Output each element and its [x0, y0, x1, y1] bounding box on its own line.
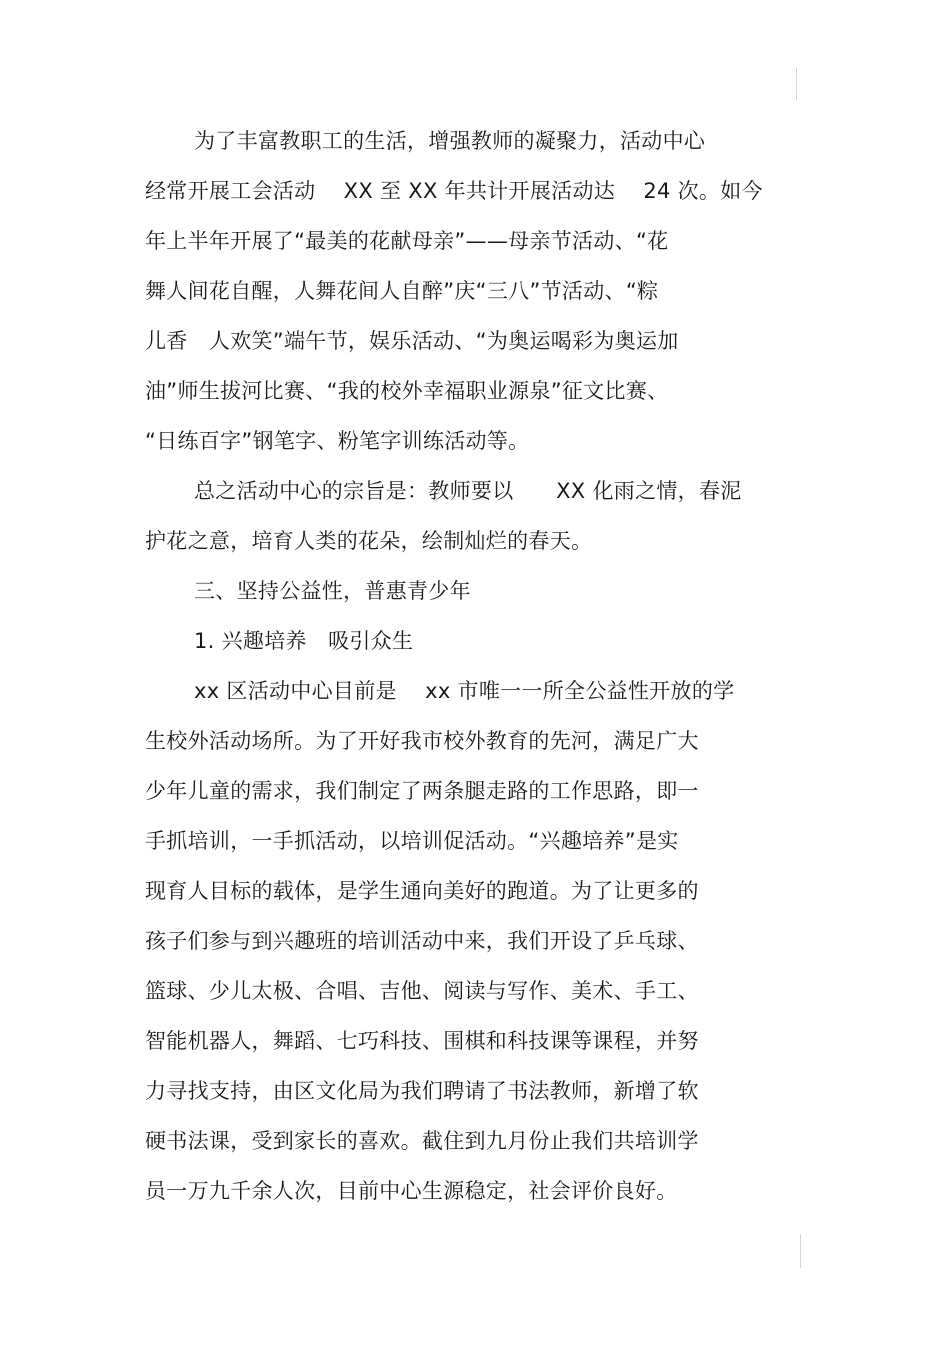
text-line: 生校外活动场所。为了开好我市校外教育的先河，满足广大 [145, 729, 699, 753]
text-line: 舞人间花自醒，人舞花间人自醉”庆“三八”节活动、“粽 [145, 279, 659, 303]
text-line: 年上半年开展了“最美的花献母亲”——母亲节活动、“花 [145, 229, 669, 253]
text-line: 为了丰富教职工的生活，增强教师的凝聚力，活动中心 [194, 129, 706, 153]
page-edge-mark-top [796, 68, 797, 100]
text-line: 经常开展工会活动 XX 至 XX 年共计开展活动达 24 次。如今 [145, 179, 763, 203]
text-line: 员一万九千余人次，目前中心生源稳定，社会评价良好。 [145, 1179, 678, 1203]
text-line: xx 区活动中心目前是 xx 市唯一一所全公益性开放的学 [194, 679, 735, 703]
text-line: 儿香 人欢笑”端午节，娱乐活动、“为奥运喝彩为奥运加 [145, 329, 679, 353]
text-line: 油”师生拔河比赛、“我的校外幸福职业源泉”征文比赛、 [145, 379, 669, 403]
text-line: 总之活动中心的宗旨是：教师要以 XX 化雨之情，春泥 [194, 479, 742, 503]
text-line: 少年儿童的需求，我们制定了两条腿走路的工作思路，即一 [145, 779, 699, 803]
text-line: 力寻找支持，由区文化局为我们聘请了书法教师，新增了软 [145, 1079, 699, 1103]
text-line: 硬书法课，受到家长的喜欢。截住到九月份止我们共培训学 [145, 1129, 699, 1153]
text-line: 手抓培训，一手抓活动，以培训促活动。“兴趣培养”是实 [145, 829, 679, 853]
text-line: 篮球、少儿太极、合唱、吉他、阅读与写作、美术、手工、 [145, 979, 699, 1003]
text-line: 智能机器人，舞蹈、七巧科技、围棋和科技课等课程，并努 [145, 1029, 699, 1053]
subsection-heading: 1. 兴趣培养 吸引众生 [194, 629, 414, 653]
section-heading: 三、坚持公益性，普惠青少年 [194, 579, 471, 603]
text-line: 护花之意，培育人类的花朵，绘制灿烂的春天。 [145, 529, 593, 553]
text-line: “日练百字”钢笔字、粉笔字训练活动等。 [145, 429, 530, 453]
text-line: 现育人目标的载体，是学生通向美好的跑道。为了让更多的 [145, 879, 699, 903]
text-line: 孩子们参与到兴趣班的培训活动中来，我们开设了乒乓球、 [145, 929, 699, 953]
page-edge-mark-bottom [800, 1234, 801, 1268]
